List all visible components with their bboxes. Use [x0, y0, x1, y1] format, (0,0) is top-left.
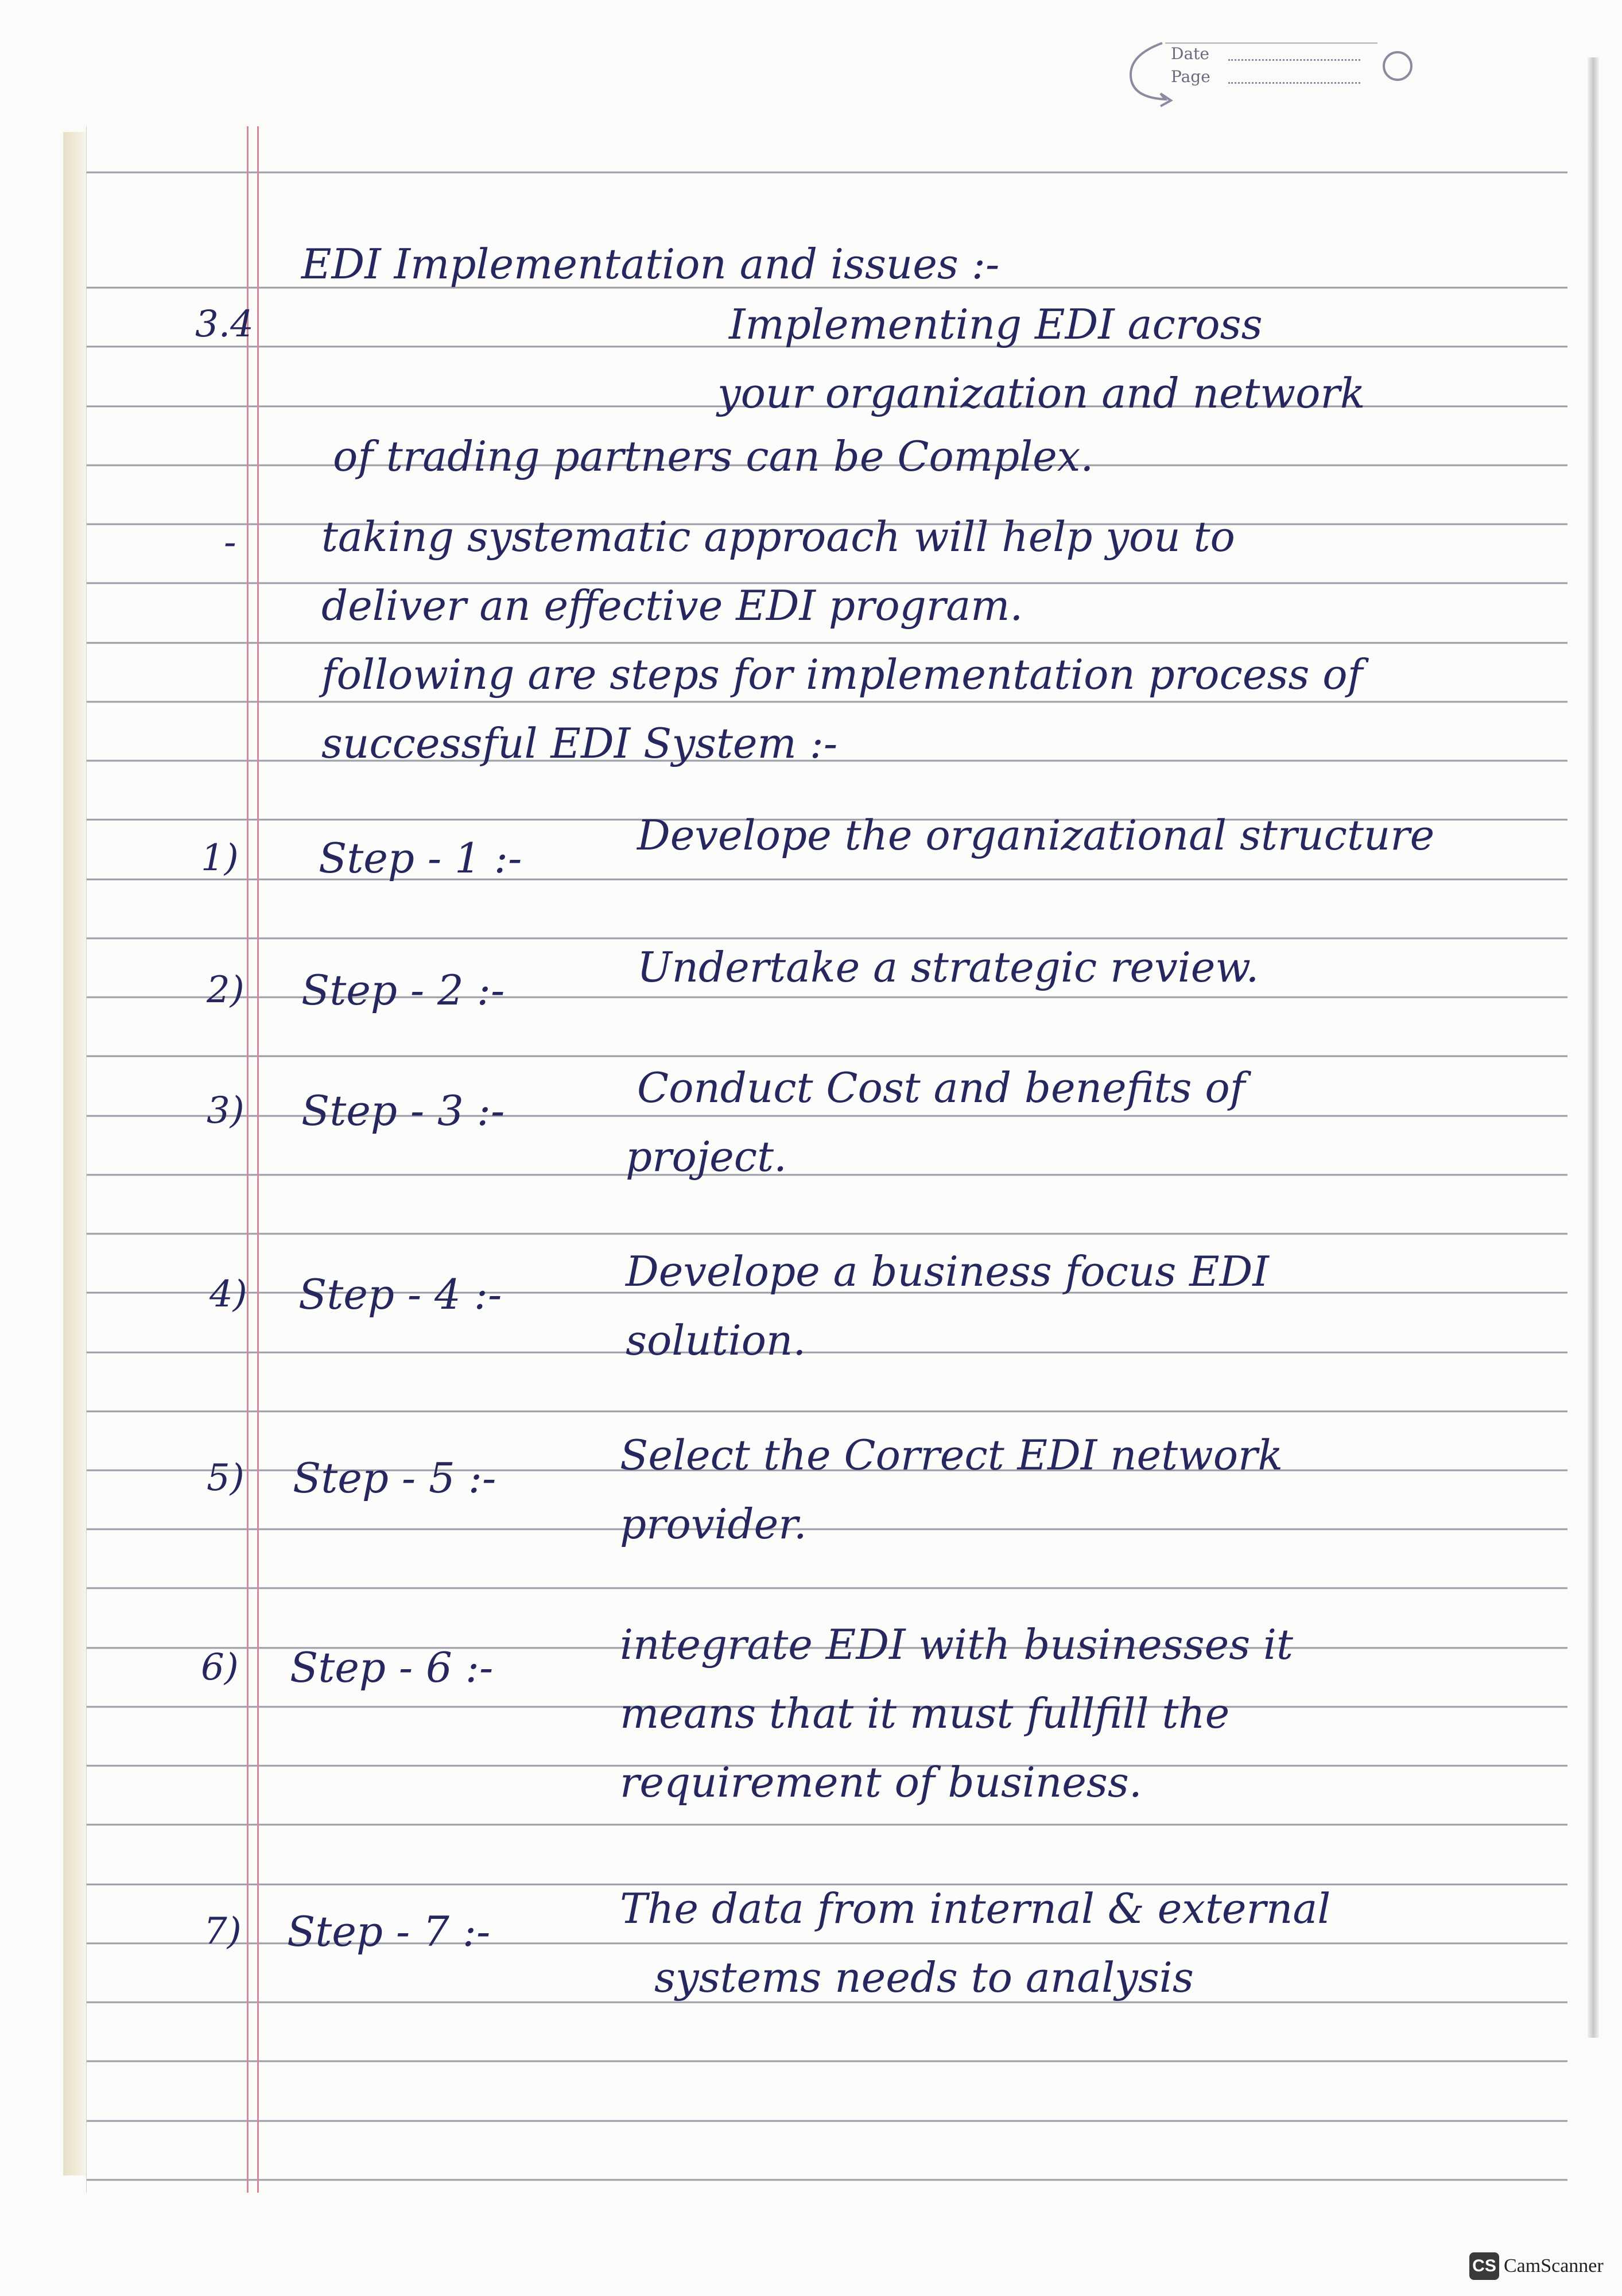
step-text: Develope the organizational structure: [637, 811, 1435, 859]
date-label: Date: [1171, 44, 1209, 63]
step-label: Step - 4 :-: [298, 1270, 502, 1318]
step-text: Undertake a strategic review.: [637, 943, 1259, 991]
step-text: solution.: [626, 1316, 806, 1364]
date-field: [1228, 59, 1360, 61]
section-number: 3.4: [195, 303, 254, 346]
step-text: means that it must fullfill the: [620, 1689, 1230, 1737]
step-number: 7): [204, 1910, 242, 1953]
step-number: 5): [207, 1457, 245, 1499]
step-text: Develope a business focus EDI: [626, 1247, 1269, 1296]
step-text: Conduct Cost and benefits of: [637, 1064, 1245, 1112]
step-text: integrate EDI with businesses it: [620, 1620, 1293, 1669]
margin-line: [247, 126, 249, 2193]
step-label: Step - 5 :-: [293, 1454, 496, 1502]
paper-right-edge: [1588, 57, 1599, 2038]
stamp-outline-icon: [1108, 32, 1429, 112]
step-text: The data from internal & external: [620, 1884, 1331, 1933]
step-number: 3): [207, 1089, 245, 1132]
intro-line-3: of trading partners can be Complex.: [333, 432, 1094, 480]
step-text: provider.: [620, 1500, 807, 1548]
step-text: systems needs to analysis: [654, 1953, 1194, 2002]
intro-line-2: your organization and network: [717, 369, 1365, 417]
intro-dash: -: [224, 521, 236, 564]
step-label: Step - 2 :-: [301, 966, 505, 1014]
step-number: 4): [209, 1273, 247, 1316]
intro-line-7: successful EDI System :-: [321, 719, 838, 767]
step-number: 2): [207, 969, 245, 1011]
page-field: [1228, 82, 1360, 84]
step-label: Step - 3 :-: [301, 1087, 505, 1135]
step-number: 1): [201, 837, 239, 879]
camscanner-logo-icon: CS: [1469, 2252, 1499, 2280]
camscanner-watermark: [1469, 2249, 1604, 2283]
step-label: Step - 7 :-: [287, 1907, 491, 1956]
intro-line-6: following are steps for implementation process of: [321, 650, 1363, 699]
intro-line-4: taking systematic approach will help you to: [321, 513, 1235, 561]
camscanner-brand: CamScanner: [1504, 2255, 1604, 2276]
intro-line-5: deliver an effective EDI program.: [321, 581, 1023, 630]
step-label: Step - 1 :-: [319, 834, 522, 882]
date-page-stamp: [1108, 32, 1429, 112]
step-text: project.: [626, 1133, 787, 1181]
margin-line: [257, 126, 259, 2193]
step-label: Step - 6 :-: [290, 1643, 494, 1692]
step-number: 6): [201, 1646, 239, 1689]
step-text: Select the Correct EDI network: [620, 1431, 1283, 1479]
step-text: requirement of business.: [620, 1758, 1142, 1806]
heading-title: EDI Implementation and issues :-: [301, 240, 1000, 288]
intro-line-1: Implementing EDI across: [729, 300, 1263, 348]
page-label: Page: [1171, 67, 1210, 86]
